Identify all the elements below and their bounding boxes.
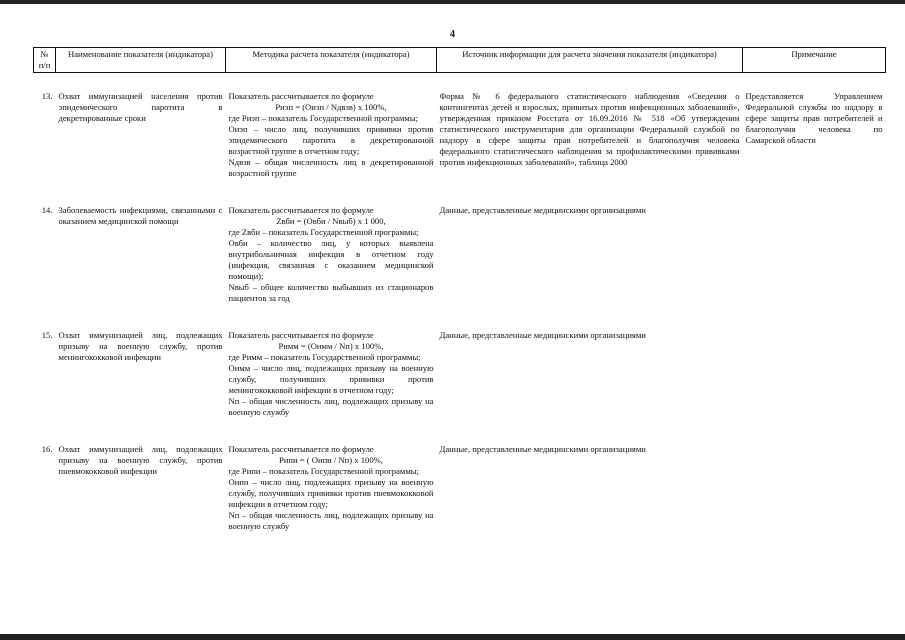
method-line: где Pимм – показатель Государственной программы;	[228, 352, 421, 362]
table-row	[34, 91, 886, 179]
method-line: Nп – общая численность лиц, подлежащих призыву на военную службу	[228, 510, 434, 531]
header-note: Примечание	[743, 48, 886, 73]
row-number: 15.	[41, 330, 53, 340]
header-indicator-name: Наименование показателя (индикатора)	[56, 48, 226, 73]
calculation-method	[226, 91, 437, 179]
row-spacer	[34, 304, 886, 330]
method-line: где Pипи – показатель Государственной программы;	[228, 466, 419, 476]
row-number: 13.	[41, 91, 53, 101]
method-line: где Pиэп – показатель Государственной программы;	[228, 113, 419, 123]
indicator-table	[33, 47, 886, 532]
header-information-source: Источник информации для расчета значения показателя (индикатора)	[437, 48, 743, 73]
bottom-border-line	[0, 634, 905, 640]
table-header-row	[34, 48, 886, 73]
method-line: где Zвби – показатель Государственной программы;	[228, 227, 419, 237]
row-number: 14.	[41, 205, 53, 215]
calculation-method	[226, 205, 437, 304]
note	[743, 205, 886, 304]
note	[743, 330, 886, 418]
information-source: Данные, представленные медицинскими организациями	[439, 330, 646, 340]
note	[743, 444, 886, 532]
method-intro: Показатель рассчитывается по формуле	[228, 205, 374, 215]
information-source: Данные, представленные медицинскими организациями	[439, 444, 646, 454]
row-spacer	[34, 418, 886, 444]
table-row	[34, 205, 886, 304]
indicator-name: Охват иммунизацией лиц, подлежащих призыву на военную службу, против пневмококковой инфекции	[58, 444, 223, 476]
note: Представляется Управлением Федеральной службы по надзору в сфере защиты прав потребителей и благополучия человека по Самарской области	[745, 91, 883, 145]
table-row	[34, 330, 886, 418]
method-intro: Показатель рассчитывается по формуле	[228, 91, 374, 101]
formula: Pипи = ( Oипи / Nп) х 100%,	[279, 455, 383, 465]
formula: Pимм = (Oимм / Nп) х 100%,	[278, 341, 384, 351]
method-line: Nвыб – общее количество выбывших из стационаров пациентов за год	[228, 282, 434, 303]
method-line: Oвби – количество лиц, у которых выявлена внутрибольничная инфекция в отчетном году (инфекция, связанная с оказанием медицинской помощи);	[228, 238, 434, 281]
page-number: 4	[450, 29, 455, 40]
method-line: Nп – общая численность лиц, подлежащих призыву на военную службу	[228, 396, 434, 417]
method-intro: Показатель рассчитывается по формуле	[228, 330, 374, 340]
top-border-line	[0, 0, 905, 4]
method-line: Oиэп – число лиц, получивших прививки против эпидемического паротита в декретированной возрастной группе в отчетном году;	[228, 124, 434, 156]
method-line: Nдвзв – общая численность лиц в декретированной возрастной группе	[228, 157, 434, 178]
row-number: 16.	[41, 444, 53, 454]
header-number: № п/п	[34, 48, 56, 73]
method-intro: Показатель рассчитывается по формуле	[228, 444, 374, 454]
row-spacer	[34, 179, 886, 205]
method-line: Oимм – число лиц, подлежащих призыву на военную службу, получивших прививки против менингококковой инфекции в отчетном году;	[228, 363, 434, 395]
information-source: Форма № 6 федерального статистического наблюдения «Сведения о контингентах детей и взрослых, привитых против инфекционных заболеваний», утвержденная приказом Росстата от 16.09.2016 № 518 «Об утверждении статистического инструментария для организации Федеральной службой по надзору в сфере защиты прав потребителей и благополучия человека федерального статистического наблюдения за профилактическими прививками против инфекционных заболеваний», таблица 2000	[439, 91, 740, 167]
indicator-name: Охват иммунизацией лиц, подлежащих призыву на военную службу, против менингококковой инфекции	[58, 330, 223, 362]
formula: Pиэп = (Oиэп / Nдвзв) х 100%,	[275, 102, 387, 112]
calculation-method	[226, 330, 437, 418]
method-line: Oипи – число лиц, подлежащих призыву на военную службу, получивших прививки против пневмококковой инфекции в отчетном году;	[228, 477, 434, 509]
indicator-name: Заболеваемость инфекциями, связанными с оказанием медицинской помощи	[58, 205, 223, 226]
calculation-method	[226, 444, 437, 532]
row-spacer	[34, 73, 886, 92]
information-source: Данные, представленные медицинскими организациями	[439, 205, 646, 215]
table-row	[34, 444, 886, 532]
header-calculation-method: Методика расчета показателя (индикатора)	[226, 48, 437, 73]
formula: Zвби = (Oвби / Nвыб) х 1 000,	[276, 216, 386, 226]
indicator-name: Охват иммунизацией населения против эпидемического паротита в декретированные сроки	[58, 91, 223, 123]
